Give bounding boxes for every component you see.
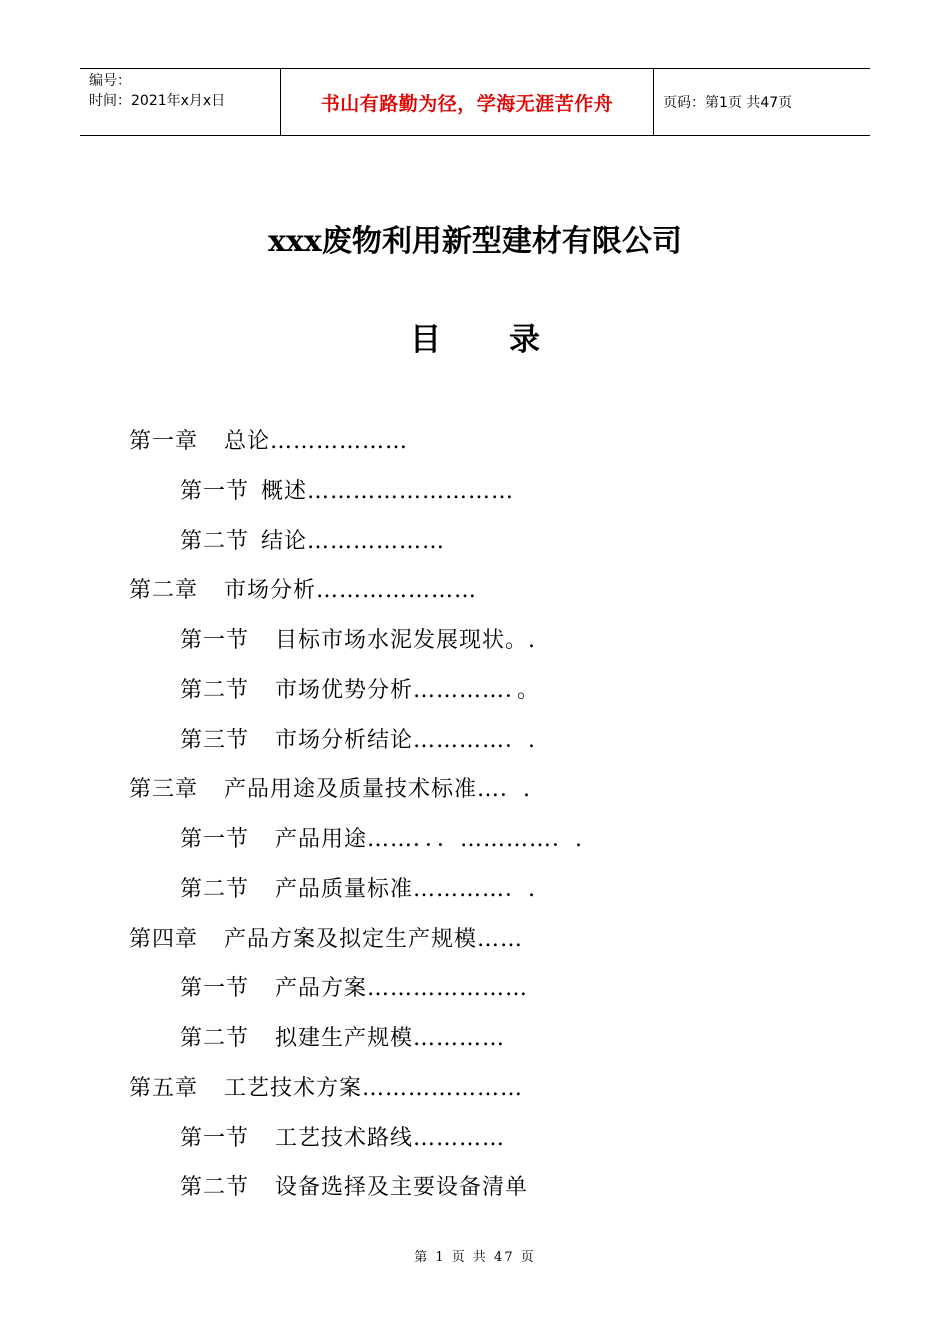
toc-entry-text: 产品质量标准…………．. xyxy=(275,876,537,902)
toc-entry-text: 市场优势分析…………．。 xyxy=(275,677,541,703)
toc-entry-text: 总论……………… xyxy=(224,429,409,454)
toc-section-5-1[interactable] xyxy=(0,1117,950,1167)
toc-entry-text: 产品用途……．．．…………．. xyxy=(275,827,584,852)
toc-entry-number: 第四章 xyxy=(129,926,199,952)
document-title: xxx废物利用新型建材有限公司 xyxy=(268,224,682,259)
toc-entry-text: 工艺技术路线………… xyxy=(275,1125,506,1151)
toc-section-4-1[interactable] xyxy=(0,967,950,1017)
header-motto-cell xyxy=(281,69,654,135)
toc-chapter-5[interactable] xyxy=(0,1067,950,1117)
toc-chapter-2[interactable] xyxy=(0,569,950,619)
toc-entry-number: 第二节 xyxy=(180,1026,250,1051)
toc-entry-number: 第二节 xyxy=(180,876,250,902)
toc-entry-number: 第一节 xyxy=(180,827,250,852)
toc-entry-number: 第二节 xyxy=(180,1175,250,1201)
toc-section-3-1[interactable] xyxy=(0,818,950,868)
toc-entry-number: 第三节 xyxy=(180,727,250,753)
toc-section-2-2[interactable] xyxy=(0,669,950,719)
toc-entry-text: 市场分析结论…………．. xyxy=(275,727,537,753)
toc-chapter-4[interactable] xyxy=(0,918,950,968)
toc-entry-number: 第五章 xyxy=(129,1075,199,1101)
toc-section-1-2[interactable] xyxy=(0,520,950,570)
toc-section-4-2[interactable] xyxy=(0,1017,950,1067)
toc-entry-number: 第一节 xyxy=(180,478,250,504)
table-of-contents xyxy=(0,420,950,1216)
page-footer: 第 1 页 共 47 页 xyxy=(414,1250,536,1265)
toc-entry-text: 市场分析………………… xyxy=(224,578,478,604)
toc-section-5-2[interactable] xyxy=(0,1166,950,1216)
toc-chapter-1[interactable] xyxy=(0,420,950,470)
toc-entry-text: 概述……………………… xyxy=(261,478,515,504)
toc-entry-text: 产品方案………………… xyxy=(275,976,529,1002)
page-header xyxy=(80,68,870,136)
toc-entry-number: 第一章 xyxy=(129,429,199,454)
toc-entry-number: 第三章 xyxy=(129,777,199,803)
header-page-cell xyxy=(654,69,870,135)
toc-heading: 目录 xyxy=(410,322,608,358)
document-number-label: 编号： xyxy=(89,73,131,89)
toc-entry-number: 第二节 xyxy=(180,528,250,554)
toc-entry-text: 产品用途及质量技术标准…．. xyxy=(224,777,532,803)
toc-entry-text: 目标市场水泥发展现状。. xyxy=(275,628,537,653)
document-date: 时间：2021年x月x日 xyxy=(89,93,226,109)
toc-chapter-3[interactable] xyxy=(0,768,950,818)
toc-entry-text: 拟建生产规模………… xyxy=(275,1026,506,1051)
toc-entry-number: 第二章 xyxy=(129,578,199,604)
toc-entry-text: 结论……………… xyxy=(261,528,446,554)
toc-section-2-3[interactable] xyxy=(0,719,950,769)
header-motto: 书山有路勤为径，学海无涯苦作舟 xyxy=(320,92,614,115)
toc-entry-number: 第一节 xyxy=(180,976,250,1002)
header-page-code: 页码：第1页 共47页 xyxy=(663,95,793,111)
toc-entry-number: 第一节 xyxy=(180,1125,250,1151)
toc-entry-text: 产品方案及拟定生产规模…… xyxy=(224,926,524,952)
toc-entry-number: 第二节 xyxy=(180,677,250,703)
toc-section-3-2[interactable] xyxy=(0,868,950,918)
toc-entry-number: 第一节 xyxy=(180,628,250,653)
header-info-cell xyxy=(80,69,281,135)
toc-entry-text: 工艺技术方案………………… xyxy=(224,1075,524,1101)
toc-entry-text: 设备选择及主要设备清单 xyxy=(275,1175,529,1201)
toc-section-2-1[interactable] xyxy=(0,619,950,669)
toc-section-1-1[interactable] xyxy=(0,470,950,520)
